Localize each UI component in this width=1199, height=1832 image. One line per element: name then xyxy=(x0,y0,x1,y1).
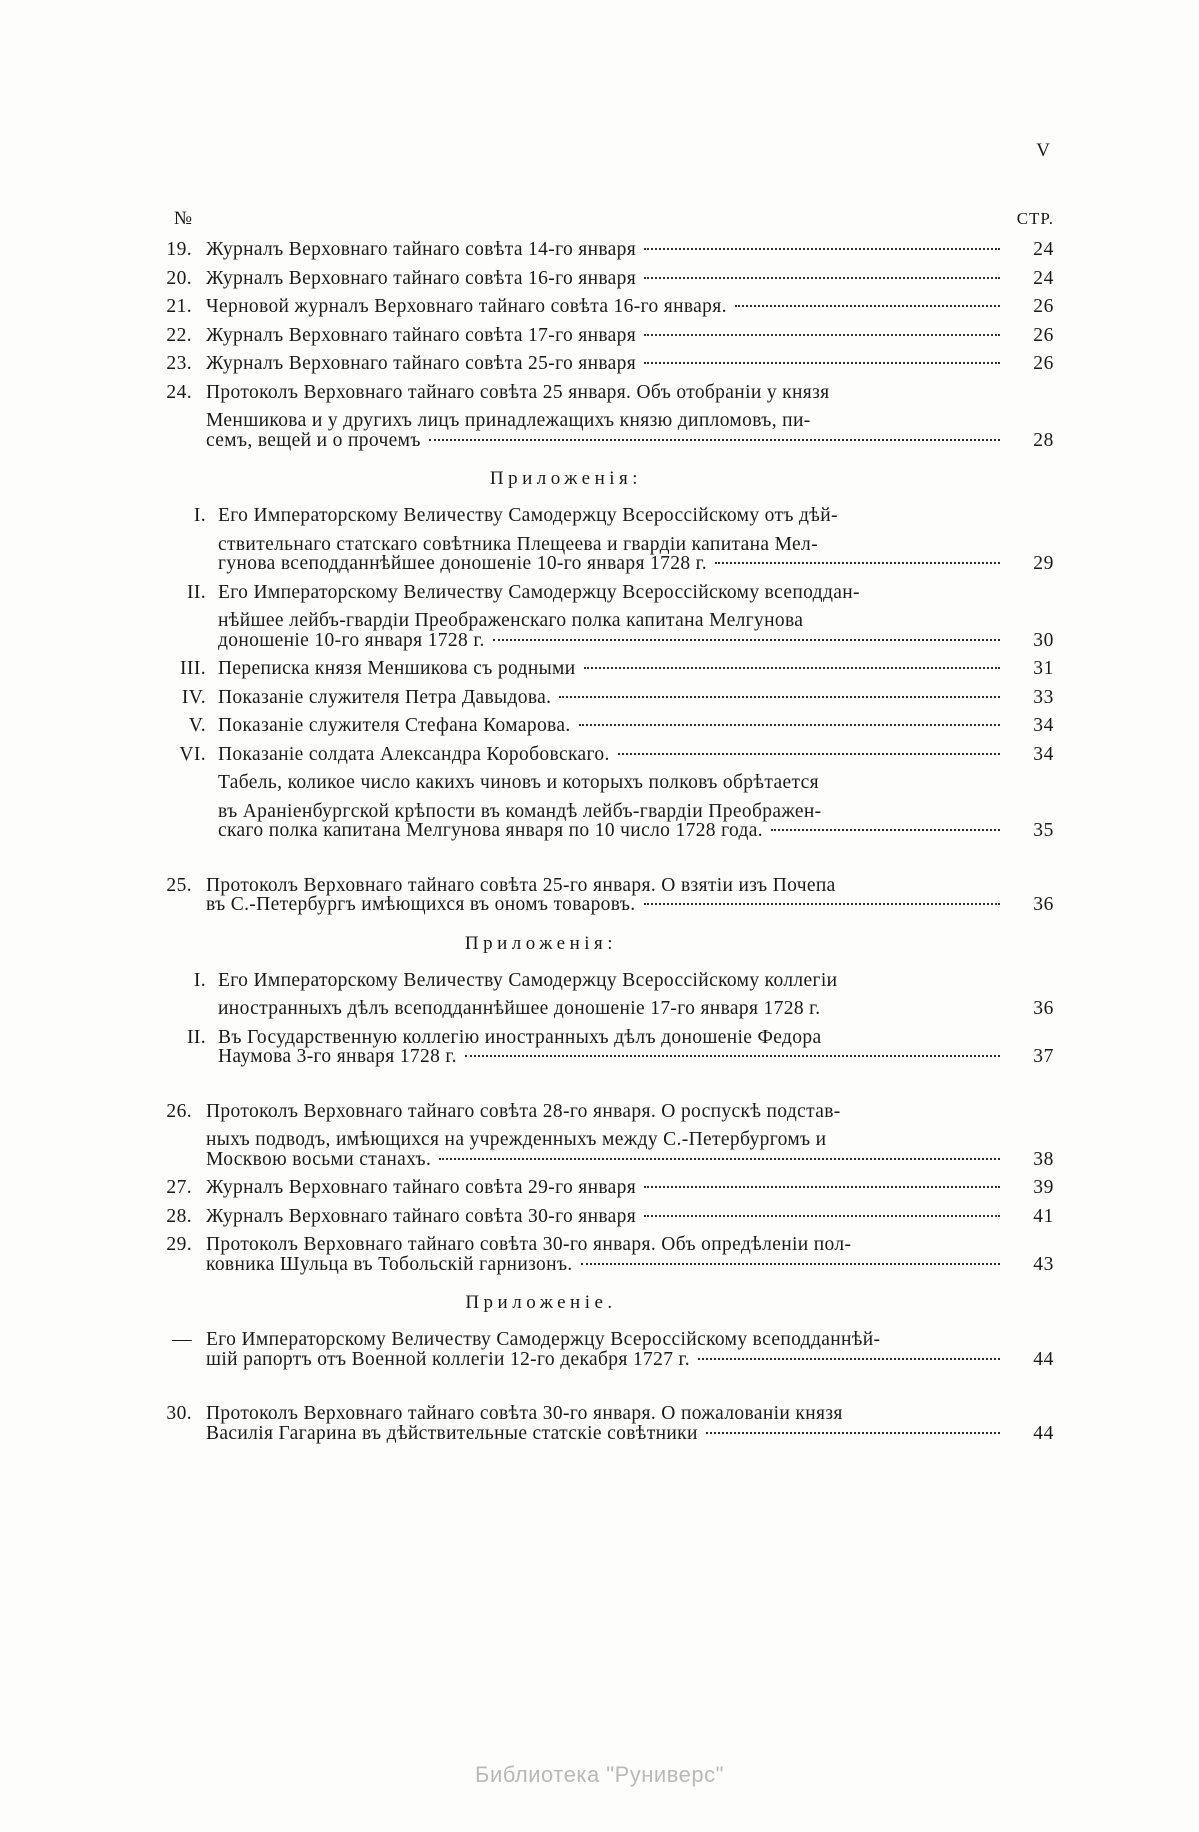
appendix-item xyxy=(148,583,1054,651)
item-number: III. xyxy=(180,658,206,679)
leader-dots xyxy=(644,1215,1000,1217)
entry-page: 24 xyxy=(1033,267,1054,289)
item-number: V. xyxy=(188,715,206,736)
item-title: Его Императорскому Величеству Самодержцу Всероссійскому отъ дѣй- xyxy=(218,505,838,526)
header-number-label: № xyxy=(173,208,192,229)
entry-title: Протоколъ Верховнаго тайнаго совѣта 28-го января. О роспускѣ подстав- xyxy=(206,1100,841,1122)
appendix-item xyxy=(148,506,1054,574)
entry-title-cont: Василія Гагарина въ дѣйствительные статскіе совѣтники xyxy=(206,1422,698,1444)
entry-number: 24. xyxy=(166,381,192,403)
leader-dots xyxy=(579,724,1000,726)
item-title-cont: нѣйшее лейбъ-гвардіи Преображенскаго полка капитана Мелгунова xyxy=(218,610,804,631)
appendix-item xyxy=(148,971,1054,1019)
appendix-item-table xyxy=(148,773,1054,841)
leader-dots xyxy=(771,829,1000,831)
entry-title: Протоколъ Верховнаго тайнаго совѣта 30-го января. Объ опредѣленіи пол- xyxy=(206,1234,852,1255)
entry-page: 26 xyxy=(1033,353,1054,374)
entry-title: Журналъ Верховнаго тайнаго совѣта 30-го января xyxy=(206,1205,637,1227)
appendix-list xyxy=(148,971,1054,1067)
entry-title: Протоколъ Верховнаго тайнаго совѣта 25-го января. О взятіи изъ Почепа xyxy=(206,874,836,896)
item-title-cont: иностранныхъ дѣлъ всеподданнѣйшее доношеніе 17-го января 1728 г. xyxy=(218,998,821,1019)
leader-dots xyxy=(735,305,1000,307)
toc-entry xyxy=(148,1207,1054,1227)
leader-dots xyxy=(429,439,1000,441)
entry-number: 29. xyxy=(166,1234,192,1255)
entry-title: Журналъ Верховнаго тайнаго совѣта 17-го января xyxy=(206,324,637,346)
item-title-cont: доношеніе 10-го января 1728 г. xyxy=(218,629,485,651)
entry-title: Протоколъ Верховнаго тайнаго совѣта 25 января. Объ отобраніи у князя xyxy=(206,381,830,403)
item-title-cont: Наумова 3-го января 1728 г. xyxy=(218,1046,457,1067)
toc-entry xyxy=(148,1404,1054,1443)
item-number: I. xyxy=(193,505,206,526)
item-page: 34 xyxy=(1033,743,1054,765)
toc-entry xyxy=(148,876,1054,915)
toc-entry xyxy=(148,1102,1054,1170)
toc-entry xyxy=(148,269,1054,289)
appendix-item xyxy=(148,659,1054,679)
item-page: 44 xyxy=(1033,1348,1054,1370)
appendix-list xyxy=(148,506,1054,841)
leader-dots xyxy=(644,903,1000,905)
appendix-heading: Приложеніе. xyxy=(465,1292,617,1313)
entry-page: 26 xyxy=(1033,296,1054,317)
toc-entry xyxy=(148,383,1054,451)
toc-entry xyxy=(148,1178,1054,1198)
leader-dots xyxy=(715,562,1000,564)
item-number: VI. xyxy=(179,743,206,765)
toc-entry xyxy=(148,1235,1054,1274)
entry-number: 25. xyxy=(166,874,192,896)
table-of-contents xyxy=(148,208,1054,1452)
item-page: 34 xyxy=(1033,715,1054,736)
item-page: 29 xyxy=(1033,553,1054,574)
leader-dots xyxy=(706,1432,1000,1434)
entry-title-cont: въ С.-Петербургъ имѣющихся въ ономъ товаровъ. xyxy=(206,894,636,915)
item-page: 33 xyxy=(1033,686,1054,708)
leader-dots xyxy=(581,1263,1000,1265)
item-page: 36 xyxy=(1033,998,1054,1019)
leader-dots xyxy=(644,362,1000,364)
item-title-cont: гунова всеподданнѣйшее доношеніе 10-го января 1728 г. xyxy=(218,553,708,574)
header-page-label: СТР. xyxy=(1016,209,1054,228)
appendix-item xyxy=(148,745,1054,765)
entry-page: 26 xyxy=(1033,324,1054,346)
entry-page: 38 xyxy=(1033,1148,1054,1170)
entry-title: Черновой журналъ Верховнаго тайнаго совѣта 16-го января. xyxy=(206,296,727,317)
leader-dots xyxy=(644,1186,1000,1188)
item-page: 30 xyxy=(1033,629,1054,651)
appendix-list xyxy=(148,1330,1054,1369)
item-title: Показаніе служителя Стефана Комарова. xyxy=(218,715,571,736)
entry-title-cont: Меншикова и у другихъ лицъ принадлежащихъ князю дипломовъ, пи- xyxy=(206,410,811,431)
entry-page: 28 xyxy=(1033,429,1054,451)
entry-title: Протоколъ Верховнаго тайнаго совѣта 30-го января. О пожалованіи князя xyxy=(206,1403,843,1424)
entry-number: 19. xyxy=(166,239,192,260)
item-page: 31 xyxy=(1033,658,1054,679)
toc-entry xyxy=(148,354,1054,374)
leader-dots xyxy=(618,753,1000,755)
leader-dots xyxy=(493,639,1000,641)
entry-page: 36 xyxy=(1033,894,1054,915)
entry-title-cont: ковника Шульца въ Тобольскій гарнизонъ. xyxy=(206,1253,573,1275)
item-title: Показаніе служителя Петра Давыдова. xyxy=(218,686,552,708)
item-title-cont: скаго полка капитана Мелгунова января по 10 число 1728 года. xyxy=(218,820,764,841)
entry-title-cont: ныхъ подводъ, имѣющихся на учрежденныхъ между С.-Петербургомъ и xyxy=(206,1129,827,1150)
item-title: Его Императорскому Величеству Самодержцу Всероссійскому всеподданнѣй- xyxy=(206,1329,881,1350)
leader-dots xyxy=(644,334,1000,336)
leader-dots xyxy=(465,1055,1000,1057)
entry-page: 39 xyxy=(1033,1177,1054,1198)
item-title: Его Императорскому Величеству Самодержцу Всероссійскому коллегіи xyxy=(218,969,838,991)
library-watermark: Библиотека "Руниверс" xyxy=(475,1762,724,1787)
item-title: Въ Государственную коллегію иностранныхъ дѣлъ доношеніе Федора xyxy=(218,1026,822,1048)
appendix-item xyxy=(148,688,1054,708)
entry-title: Журналъ Верховнаго тайнаго совѣта 29-го января xyxy=(206,1177,637,1198)
entry-number: 27. xyxy=(166,1177,192,1198)
toc-entry xyxy=(148,297,1054,317)
entry-number: 28. xyxy=(166,1205,192,1227)
entry-number: 30. xyxy=(166,1403,192,1424)
leader-dots xyxy=(439,1158,1000,1160)
entry-title: Журналъ Верховнаго тайнаго совѣта 14-го января xyxy=(206,239,637,260)
toc-column-headers xyxy=(148,208,1054,230)
item-number: II. xyxy=(186,581,206,603)
item-page: 37 xyxy=(1033,1046,1054,1067)
entry-number: 22. xyxy=(166,324,192,346)
item-title: Табель, коликое число какихъ чиновъ и которыхъ полковъ обрѣтается xyxy=(218,772,819,793)
entry-number: 21. xyxy=(166,296,192,317)
leader-dots xyxy=(584,667,1000,669)
appendix-item xyxy=(148,1028,1054,1067)
toc-entry xyxy=(148,240,1054,260)
entry-title-cont: Москвою восьми станахъ. xyxy=(206,1148,432,1170)
item-number: I. xyxy=(193,969,206,991)
entry-number: 20. xyxy=(166,267,192,289)
appendix-item xyxy=(148,1330,1054,1369)
leader-dots xyxy=(559,696,1000,698)
leader-dots xyxy=(644,248,1000,250)
item-title: Показаніе солдата Александра Коробовскаго. xyxy=(218,743,610,765)
item-title-cont: шій рапортъ отъ Военной коллегіи 12-го декабря 1727 г. xyxy=(206,1348,690,1370)
entry-number: 23. xyxy=(166,353,192,374)
folio-number: V xyxy=(1036,140,1051,161)
entry-title-cont: семъ, вещей и о прочемъ xyxy=(206,429,421,451)
leader-dots xyxy=(698,1358,1000,1360)
toc-entry xyxy=(148,326,1054,346)
entry-page: 41 xyxy=(1033,1205,1054,1227)
item-title-cont: въ Араніенбургской крѣпости въ командѣ лейбъ-гвардіи Преображен- xyxy=(218,800,822,822)
appendix-item xyxy=(148,716,1054,736)
item-page: 35 xyxy=(1033,820,1054,841)
entry-title: Журналъ Верховнаго тайнаго совѣта 16-го января xyxy=(206,267,637,289)
entry-page: 44 xyxy=(1033,1422,1054,1444)
entry-page: 24 xyxy=(1033,239,1054,260)
leader-dots xyxy=(644,277,1000,279)
entry-title: Журналъ Верховнаго тайнаго совѣта 25-го января xyxy=(206,353,637,374)
appendix-heading: Приложенія: xyxy=(489,468,643,489)
appendix-heading: Приложенія: xyxy=(464,932,618,954)
item-number: II. xyxy=(186,1026,206,1048)
item-title: Его Императорскому Величеству Самодержцу Всероссійскому всеподдан- xyxy=(218,581,860,603)
entry-number: 26. xyxy=(166,1100,192,1122)
entry-page: 43 xyxy=(1033,1253,1054,1275)
item-title: Переписка князя Меншикова съ родными xyxy=(218,658,576,679)
item-number: IV. xyxy=(181,686,206,708)
item-dash-marker: — xyxy=(172,1329,192,1350)
item-title-cont: ствительнаго статскаго совѣтника Плещеева и гвардіи капитана Мел- xyxy=(218,533,818,555)
